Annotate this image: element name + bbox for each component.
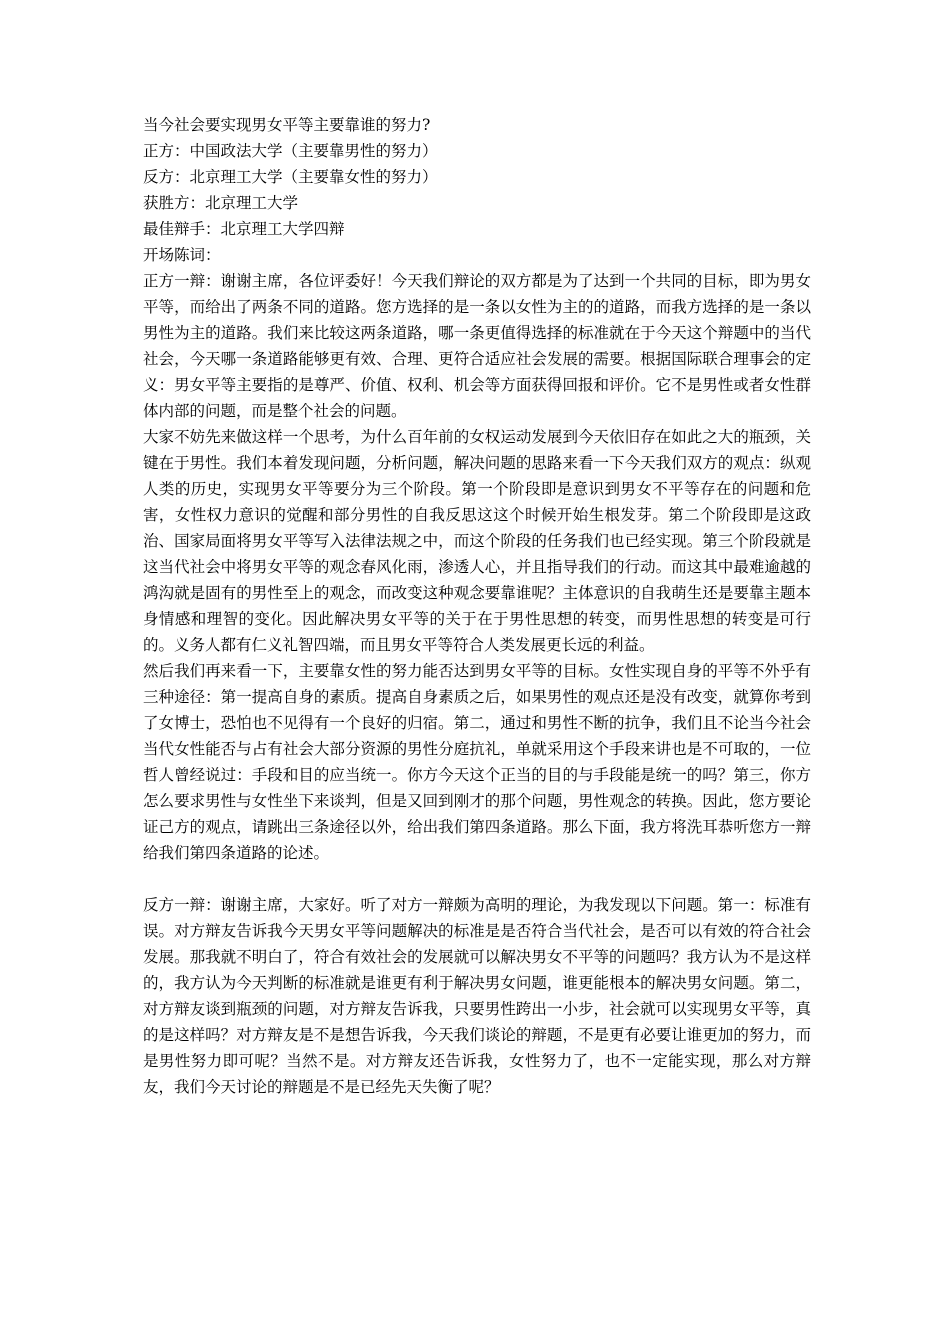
- document-title: 当今社会要实现男女平等主要靠谁的努力?: [143, 116, 431, 134]
- paragraph-affirmative-first: 正方一辩：谢谢主席，各位评委好！今天我们辩论的双方都是为了达到一个共同的目标，即为男女平等，而给出了两条不同的道路。您方选择的是一条以女性为主的的道路，而我方选择的是一条以男性为主的道路。我们来比较这两条道路，哪一条更值得选择的标准就在于今天这个辩题中的当代社会，今天哪一条道路能够更有效、合理、更符合适应社会发展的需要。根据国际联合理事会的定义：男女平等主要指的是尊严、价值、权利、机会等方面获得回报和评价。它不是男性或者女性群体内部的问题，而是整个社会的问题。: [143, 272, 811, 420]
- paragraph-female-effort: 然后我们再来看一下，主要靠女性的努力能否达到男女平等的目标。女性实现自身的平等不外乎有三种途径：第一提高自身的素质。提高自身素质之后，如果男性的观点还是没有改变，就算你考到了女博士，恐怕也不见得有一个良好的归宿。第二，通过和男性不断的抗争，我们且不论当今社会当代女性能否与占有社会大部分资源的男性分庭抗礼，单就采用这个手段来讲也是不可取的，一位哲人曾经说过：手段和目的应当统一。你方今天这个正当的目的与手段能是统一的吗？第三，你方怎么要求男性与女性坐下来谈判，但是又回到刚才的那个问题，男性观念的转换。因此，您方要论证己方的观点，请跳出三条途径以外，给出我们第四条道路。那么下面，我方将洗耳恭听您方一辩给我们第四条道路的论述。: [143, 662, 811, 862]
- winner-line: 获胜方：北京理工大学: [143, 194, 299, 212]
- paragraph-negative-first: 反方一辩：谢谢主席，大家好。听了对方一辩颇为高明的理论，为我发现以下问题。第一：标准有误。对方辩友告诉我今天男女平等问题解决的标准是是否符合当代社会，是否可以有效的符合社会发展。那我就不明白了，符合有效社会的发展就可以解决男女不平等的问题吗？我方认为不是这样的，我方认为今天判断的标准就是谁更有利于解决男女问题，谁更能根本的解决男女问题。第二，对方辩友谈到瓶颈的问题，对方辩友告诉我，只要男性跨出一小步，社会就可以实现男女平等，真的是这样吗？对方辩友是不是想告诉我，今天我们谈论的辩题，不是更有必要让谁更加的努力，而是男性努力即可呢？当然不是。对方辩友还告诉我，女性努力了，也不一定能实现，那么对方辩友，我们今天讨论的辩题是不是已经先天失衡了呢？: [143, 896, 811, 1096]
- paragraph-spacer: [143, 866, 811, 892]
- paragraph-bottleneck: 大家不妨先来做这样一个思考，为什么百年前的女权运动发展到今天依旧存在如此之大的瓶颈，关键在于男性。我们本着发现问题，分析问题，解决问题的思路来看一下今天我们双方的观点：纵观人类的历史，实现男女平等要分为三个阶段。第一个阶段即是意识到男女不平等存在的问题和危害，女性权力意识的觉醒和部分男性的自我反思这这个时候开始生根发芽。第二个阶段即是这政治、国家局面将男女平等写入法律法规之中，而这个阶段的任务我们也已经实现。第三个阶段就是这当代社会中将男女平等的观念春风化雨，渗透人心，并且指导我们的行动。而这其中最难逾越的鸿沟就是固有的男性至上的观念，而改变这种观念要靠谁呢？主体意识的自我萌生还是要靠主题本身情感和理智的变化。因此解决男女平等的关于在于男性思想的转变，而男性思想的转变是可行的。义务人都有仁义礼智四端，而且男女平等符合人类发展更长远的利益。: [143, 428, 811, 654]
- best-debater-line: 最佳辩手：北京理工大学四辩: [143, 220, 345, 238]
- affirmative-side: 正方：中国政法大学（主要靠男性的努力）: [143, 142, 438, 160]
- opening-label: 开场陈词：: [143, 246, 221, 264]
- document-body: [143, 112, 811, 1100]
- negative-side: 反方：北京理工大学（主要靠女性的努力）: [143, 168, 438, 186]
